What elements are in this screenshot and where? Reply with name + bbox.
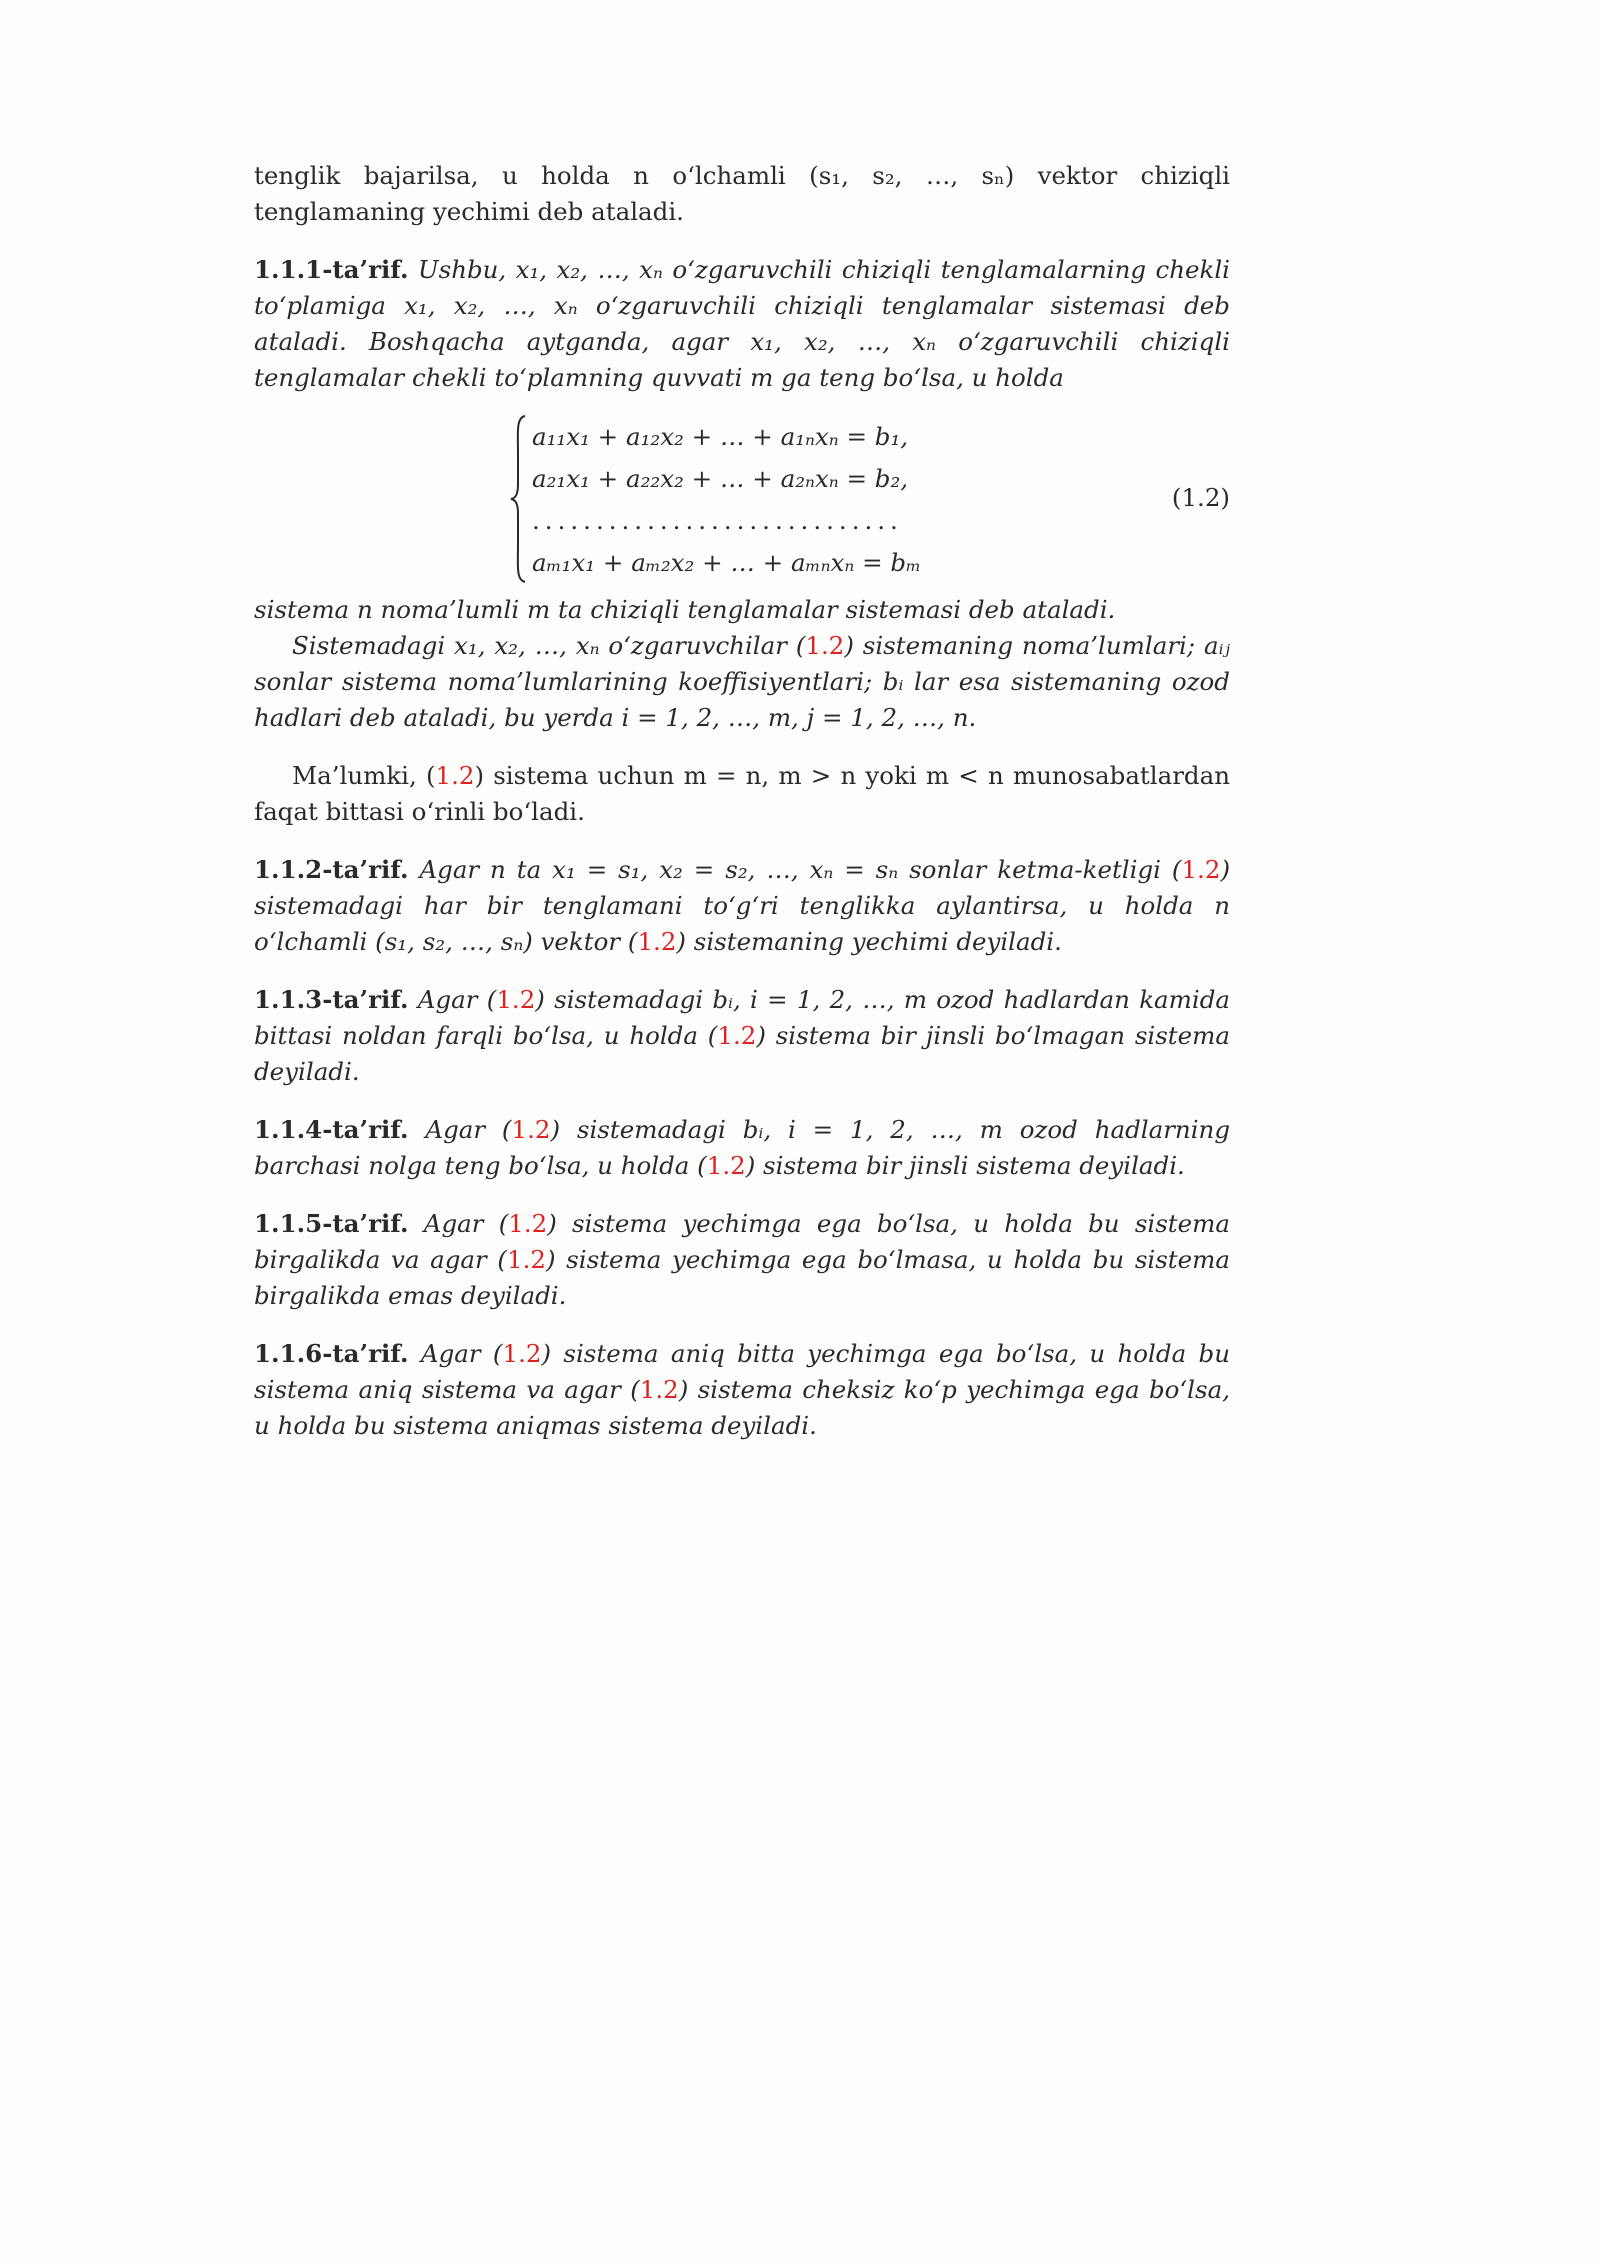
equation-reference-link[interactable]: 1.2 (496, 985, 536, 1014)
text-segment: Sistemadagi x₁, x₂, …, xₙ o‘zgaruvchilar ( (292, 631, 806, 660)
equation-reference-link[interactable]: 1.2 (639, 1375, 679, 1404)
text-segment: ) sistema cheksiz ko‘p yechimga ega bo‘lsa, u holda bu sistema aniqmas sistema deyiladi. (254, 1375, 1230, 1440)
text-segment: ) sistema uchun m = n, m > n yoki m < n munosabatlardan faqat bittasi o‘rinli bo‘ladi. (254, 761, 1230, 826)
equation-reference-link[interactable]: 1.2 (508, 1209, 548, 1238)
text-segment: Agar n ta x₁ = s₁, x₂ = s₂, …, xₙ = sₙ sonlar ketma-ketligi ( (419, 855, 1182, 884)
definition-1-1-2 (254, 852, 1230, 960)
definition-label: 1.1.6-ta’rif. (254, 1339, 409, 1368)
text-segment: Ma’lumki, ( (292, 761, 436, 790)
equation-reference-link[interactable]: 1.2 (717, 1021, 757, 1050)
equation-rows (532, 416, 921, 584)
equation-reference-link[interactable]: 1.2 (502, 1339, 542, 1368)
equation-system-block (254, 414, 1230, 584)
left-brace-icon (510, 414, 528, 584)
equation-reference-link[interactable]: 1.2 (706, 1151, 746, 1180)
text-segment: ) sistemaning noma’lumlari; aᵢⱼ sonlar sistema noma’lumlarining koeffisiyentlari; bᵢ lar esa sistemaning ozod hadlari deb ataladi, bu yerda i = 1, 2, …, m, j = 1, 2, …, n. (254, 631, 1230, 732)
unknowns-paragraph (254, 628, 1230, 736)
text-segment: ) sistemadagi bᵢ, i = 1, 2, …, m ozod hadlardan kamida bittasi noldan farqli bo‘lsa, u holda ( (254, 985, 1230, 1050)
definition-label: 1.1.3-ta’rif. (254, 985, 409, 1014)
equation-reference-link[interactable]: 1.2 (435, 761, 475, 790)
definition-1-1-6 (254, 1336, 1230, 1444)
text-segment: ) sistema yechimga ega bo‘lsa, u holda bu sistema birgalikda va agar ( (254, 1209, 1230, 1274)
text-segment: ) sistema bir jinsli bo‘lmagan sistema deyiladi. (254, 1021, 1230, 1086)
definition-label: 1.1.1-ta’rif. (254, 255, 409, 284)
page-body (254, 158, 1230, 1444)
definition-text: Ushbu, x₁, x₂, …, xₙ o‘zgaruvchili chiziqli tenglamalarning chekli to‘plamiga x₁, x₂, …, xₙ o‘zgaruvchili chiziqli tenglamalar sistemasi deb ataladi. Boshqacha aytganda, agar x₁, x₂, …, xₙ o‘zgaruvchili chiziqli tenglamalar chekli to‘plamning quvvati m ga teng bo‘lsa, u holda (254, 255, 1230, 392)
text-segment: Agar ( (420, 1339, 503, 1368)
text-segment: ) sistema aniq bitta yechimga ega bo‘lsa, u holda bu sistema aniq sistema va agar ( (254, 1339, 1230, 1404)
definition-label: 1.1.5-ta’rif. (254, 1209, 409, 1238)
definition-1-1-3 (254, 982, 1230, 1090)
text-segment: ) sistema bir jinsli sistema deyiladi. (745, 1151, 1185, 1180)
definition-1-1-5 (254, 1206, 1230, 1314)
equation-reference-link[interactable]: 1.2 (511, 1115, 551, 1144)
text-segment: Agar ( (423, 1209, 509, 1238)
equation-row-2: a₂₁x₁ + a₂₂x₂ + … + a₂ₙxₙ = b₂, (532, 464, 909, 493)
equation-reference-link[interactable]: 1.2 (637, 927, 677, 956)
equation-reference-link[interactable]: 1.2 (1181, 855, 1221, 884)
equation-row-1: a₁₁x₁ + a₁₂x₂ + … + a₁ₙxₙ = b₁, (532, 422, 909, 451)
text-segment: ) sistemaning yechimi deyiladi. (676, 927, 1062, 956)
text-segment: Agar ( (425, 1115, 512, 1144)
text-segment: Agar ( (417, 985, 497, 1014)
equation-reference-link[interactable]: 1.2 (506, 1245, 546, 1274)
definition-label: 1.1.4-ta’rif. (254, 1115, 409, 1144)
definition-1-1-1 (254, 252, 1230, 396)
equation-reference-link[interactable]: 1.2 (805, 631, 845, 660)
text-segment: ) sistemadagi har bir tenglamani to‘g‘ri tenglikka aylantirsa, u holda n o‘lchamli (s₁, s₂, …, sₙ) vektor ( (254, 855, 1230, 956)
definition-1-1-4 (254, 1112, 1230, 1184)
equation-row-dots: ............................. (532, 506, 903, 535)
system-description: sistema n noma’lumli m ta chiziqli tenglamalar sistemasi deb ataladi. (254, 595, 1116, 624)
intro-paragraph: tenglik bajarilsa, u holda n o‘lchamli (s₁, s₂, …, sₙ) vektor chiziqli tenglamaning yechimi deb ataladi. (254, 161, 1230, 226)
text-segment: ) sistema yechimga ega bo‘lmasa, u holda bu sistema birgalikda emas deyiladi. (254, 1245, 1230, 1310)
text-segment: ) sistemadagi bᵢ, i = 1, 2, …, m ozod hadlarning barchasi nolga teng bo‘lsa, u holda ( (254, 1115, 1230, 1180)
known-paragraph (254, 758, 1230, 830)
equation-number: (1.2) (1171, 483, 1230, 512)
definition-label: 1.1.2-ta’rif. (254, 855, 409, 884)
equation-row-m: aₘ₁x₁ + aₘ₂x₂ + … + aₘₙxₙ = bₘ (532, 548, 922, 577)
